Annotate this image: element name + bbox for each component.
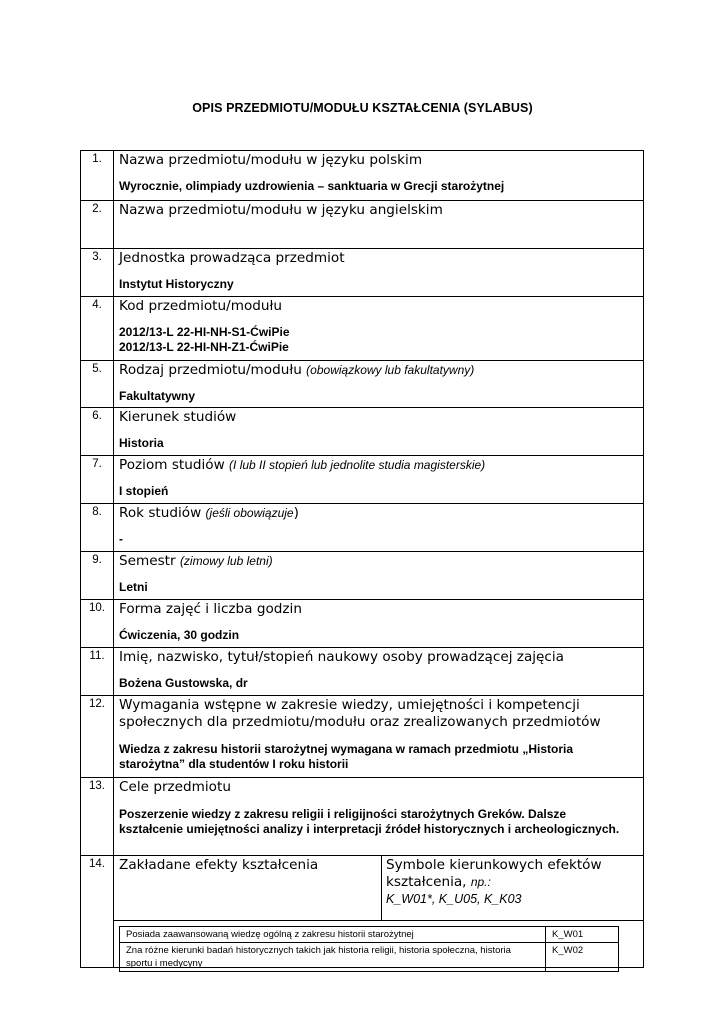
symbols-example: K_W01*, K_U05, K_K03 (386, 892, 522, 906)
row-unit (81, 249, 643, 297)
row-divider (114, 920, 643, 921)
row-hint: (obowiązkowy lub fakultatywny) (306, 363, 475, 377)
row-number: 2. (81, 201, 114, 248)
row-label: Forma zajęć i liczba godzin (119, 601, 302, 617)
row-class-form (81, 600, 643, 648)
row-value: Fakultatywny (119, 389, 196, 403)
outcomes-table (119, 926, 619, 972)
row-value: 2012/13-L 22-HI-NH-S1-ĆwiPie (119, 325, 290, 339)
table-row (120, 943, 619, 972)
row-label: Nazwa przedmiotu/modułu w języku angielskim (119, 202, 443, 218)
row-label: Kod przedmiotu/modułu (119, 298, 282, 314)
row-number: 11. (81, 648, 114, 695)
row-number: 3. (81, 249, 114, 296)
row-label: Rok studiów (119, 505, 202, 521)
row-field-of-study (81, 408, 643, 456)
row-number: 1. (81, 151, 114, 200)
outcome-symbol: K_W02 (546, 943, 619, 972)
row-number: 4. (81, 297, 114, 360)
row-label: Poziom studiów (119, 457, 225, 473)
outcome-symbol: K_W01 (546, 927, 619, 943)
row-number: 8. (81, 504, 114, 551)
row-label: Rodzaj przedmiotu/modułu (119, 362, 302, 378)
row-value: Instytut Historyczny (119, 277, 234, 291)
row-semester (81, 552, 643, 600)
row-value: Wiedza z zakresu historii starożytnej wymagana w ramach przedmiotu „Historia starożytna” dla studentów I roku historii (119, 742, 574, 771)
row-number: 13. (81, 778, 114, 855)
row-course-name-pl (81, 151, 643, 201)
row-number: 6. (81, 408, 114, 455)
row-value: Letni (119, 580, 148, 594)
row-value: Historia (119, 436, 164, 450)
row-number: 9. (81, 552, 114, 599)
row-learning-outcomes (81, 856, 643, 967)
outcome-text: Posiada zaawansowaną wiedzę ogólną z zakresu historii starożytnej (120, 927, 546, 943)
row-hint: (I lub II stopień lub jednolite studia magisterskie) (229, 458, 486, 472)
row-label: Zakładane efekty kształcenia (119, 857, 319, 873)
row-label: Kierunek studiów (119, 409, 237, 425)
row-number: 14. (81, 856, 114, 967)
row-value: Poszerzenie wiedzy z zakresu religii i religijności starożytnych Greków. Dalsze kształcenie umiejętności analizy i interpretacji źródeł historycznych i archeologicznych. (119, 807, 620, 836)
outcome-text: Zna różne kierunki badań historycznych takich jak historia religii, historia społeczna, historia sportu i medycyny (120, 943, 546, 972)
symbols-label: Symbole kierunkowych efektów kształcenia, (386, 857, 602, 890)
row-hint-close: ) (293, 505, 299, 521)
row-label: Cele przedmiotu (119, 779, 231, 795)
row-course-type (81, 361, 643, 408)
row-label: Semestr (119, 553, 176, 569)
row-instructor (81, 648, 643, 696)
row-course-goals (81, 778, 643, 856)
column-divider (381, 856, 382, 920)
row-hint: (zimowy lub letni) (179, 554, 273, 568)
row-value: I stopień (119, 484, 169, 498)
row-course-code (81, 297, 643, 361)
row-course-name-en (81, 201, 643, 249)
row-hint: (jeśli obowiązuje (205, 506, 294, 520)
row-label: Jednostka prowadząca przedmiot (119, 250, 345, 266)
row-study-level (81, 456, 643, 504)
symbols-hint: np.: (470, 875, 491, 889)
document-title: OPIS PRZEDMIOTU/MODUŁU KSZTAŁCENIA (SYLABUS) (192, 101, 533, 115)
row-prerequisites (81, 696, 643, 778)
row-number: 10. (81, 600, 114, 647)
row-value-2: 2012/13-L 22-HI-NH-Z1-ĆwiPie (119, 340, 289, 354)
row-value: Ćwiczenia, 30 godzin (119, 628, 240, 642)
row-value: - (119, 532, 123, 546)
row-number: 5. (81, 361, 114, 407)
row-study-year (81, 504, 643, 552)
table-row (120, 927, 619, 943)
row-value: Bożena Gustowska, dr (119, 676, 248, 690)
row-label: Wymagania wstępne w zakresie wiedzy, umiejętności i kompetencji społecznych dla przedmiotu/modułu oraz zrealizowanych przedmiotów (119, 697, 601, 730)
syllabus-table (80, 150, 644, 968)
row-number: 7. (81, 456, 114, 503)
row-label: Nazwa przedmiotu/modułu w języku polskim (119, 152, 423, 168)
row-number: 12. (81, 696, 114, 777)
row-value: Wyrocznie, olimpiady uzdrowienia – sanktuaria w Grecji starożytnej (119, 179, 505, 193)
row-label: Imię, nazwisko, tytuł/stopień naukowy osoby prowadzącej zajęcia (119, 649, 564, 665)
